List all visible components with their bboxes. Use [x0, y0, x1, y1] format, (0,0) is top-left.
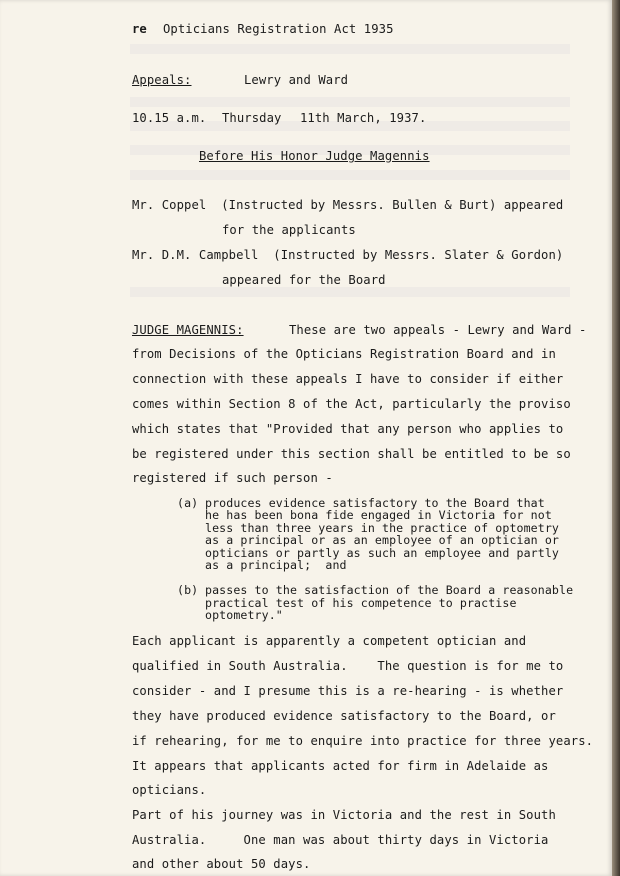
judgment-line: if rehearing, for me to enquire into practice for three years.	[132, 734, 594, 748]
show-through-mark	[130, 170, 570, 180]
appearance-line: Mr. Coppel (Instructed by Messrs. Bullen & Burt) appeared	[132, 198, 564, 212]
show-through-mark	[130, 97, 570, 107]
appearance-line: Mr. D.M. Campbell (Instructed by Messrs. Slater & Gordon)	[132, 248, 564, 262]
judgment-line: opticians.	[132, 783, 207, 797]
proviso-line: less than three years in the practice of optometry	[205, 521, 560, 535]
proviso-line: opticians or partly as such an employee and partly	[205, 546, 560, 560]
judgment-line: Each applicant is apparently a competent optician and	[132, 634, 527, 648]
hearing-date: 11th March, 1937.	[300, 111, 427, 125]
judgment-line: they have produced evidence satisfactory to the Board, or	[132, 709, 556, 723]
proviso-label: (b)	[177, 583, 199, 597]
speaker-label: JUDGE MAGENNIS:	[132, 323, 244, 337]
proviso-line: optometry."	[205, 608, 283, 622]
appearance-line: appeared for the Board	[222, 273, 386, 287]
judgment-line: These are two appeals - Lewry and Ward -	[289, 323, 587, 337]
show-through-mark	[130, 287, 570, 297]
page-edge-shadow	[612, 0, 620, 876]
judgment-line: and other about 50 days.	[132, 857, 311, 871]
judgment-line: Part of his journey was in Victoria and the rest in South	[132, 808, 556, 822]
judgment-line: connection with these appeals I have to consider if either	[132, 372, 564, 386]
hearing-day: Thursday	[222, 111, 282, 125]
proviso-label: (a)	[177, 496, 199, 510]
re-label: re	[132, 22, 147, 36]
judgment-line: It appears that applicants acted for firm in Adelaide as	[132, 759, 549, 773]
before-judge-heading: Before His Honor Judge Magennis	[199, 149, 430, 163]
appearance-line: for the applicants	[222, 223, 356, 237]
judgment-line: be registered under this section shall be entitled to be so	[132, 447, 571, 461]
proviso-line: he has been bona fide engaged in Victoria for not	[205, 508, 552, 522]
act-title: Opticians Registration Act 1935	[163, 22, 394, 36]
proviso-line: passes to the satisfaction of the Board a reasonable	[205, 583, 574, 597]
judgment-line: consider - and I presume this is a re-hearing - is whether	[132, 684, 564, 698]
appeals-label: Appeals:	[132, 73, 192, 87]
judgment-line: Australia. One man was about thirty days in Victoria	[132, 833, 549, 847]
judgment-line: from Decisions of the Opticians Registration Board and in	[132, 347, 556, 361]
show-through-mark	[130, 44, 570, 54]
proviso-line: as a principal; and	[205, 558, 347, 572]
hearing-time: 10.15 a.m.	[132, 111, 207, 125]
proviso-line: produces evidence satisfactory to the Board that	[205, 496, 545, 510]
judgment-line: qualified in South Australia. The question is for me to	[132, 659, 564, 673]
appeals-names: Lewry and Ward	[244, 73, 349, 87]
judgment-line: which states that "Provided that any person who applies to	[132, 422, 564, 436]
proviso-line: as a principal or as an employee of an optician or	[205, 533, 560, 547]
judgment-line: comes within Section 8 of the Act, particularly the proviso	[132, 397, 571, 411]
proviso-line: practical test of his competence to practise	[205, 596, 517, 610]
judgment-line: registered if such person -	[132, 471, 333, 485]
